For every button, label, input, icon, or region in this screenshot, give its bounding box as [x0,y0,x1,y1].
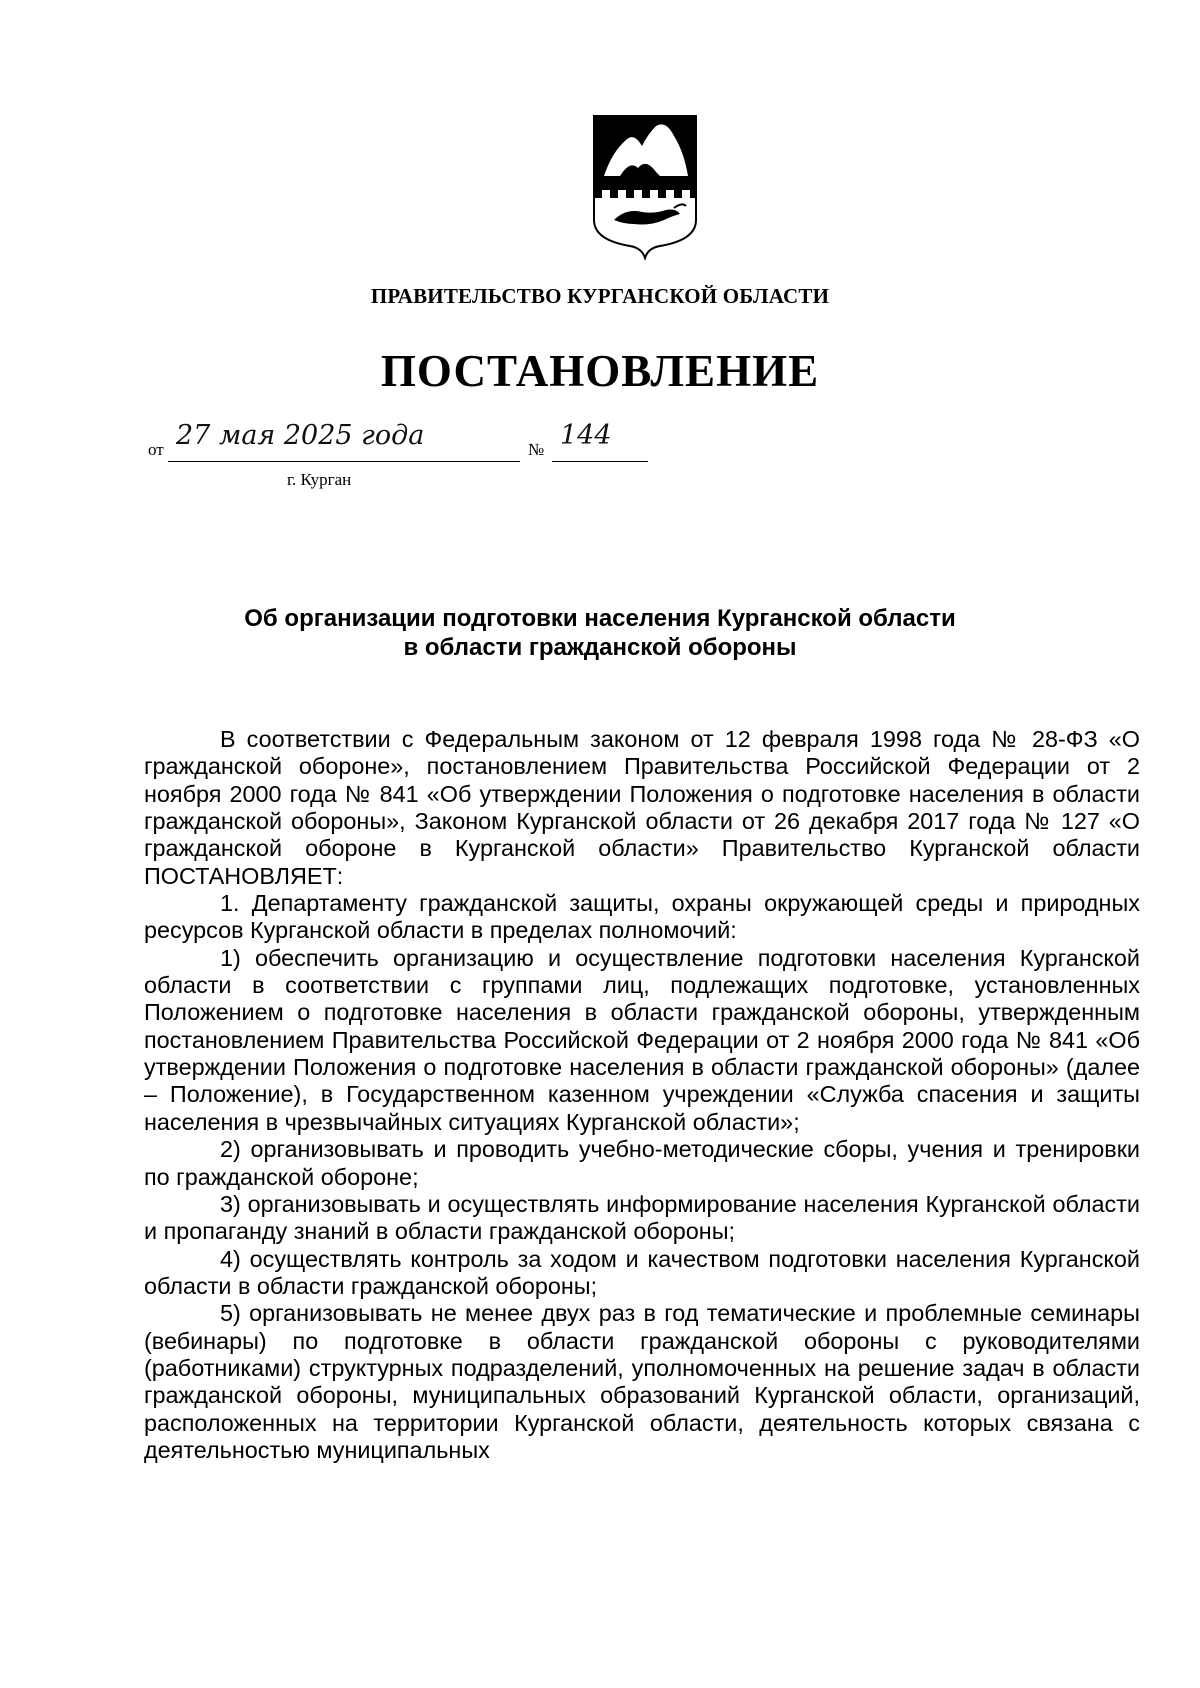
handwritten-date: 27 мая 2025 года [176,420,425,451]
city-label: г. Курган [287,470,352,489]
document-title [0,604,1200,662]
date-underline [168,461,520,462]
paragraph-subitem-2: 2) организовывать и проводить учебно-методические сборы, учения и тренировки по гражданской обороне; [144,1136,1140,1190]
number-prefix: № [528,440,545,459]
paragraph-subitem-5: 5) организовывать не менее двух раз в год тематические и проблемные семинары (вебинары) по подготовке в области гражданской обороны с руководителями (работниками) структурных подразделений, уполномоченных на решение задач в области гражданской обороны, муниципальных образований Курганской области, организаций, расположенных на территории Курганской области, деятельность которых связана с деятельностью муниципальных [144,1300,1140,1463]
paragraph-preamble: В соответствии с Федеральным законом от 12 февраля 1998 года № 28-ФЗ «О гражданской обороне», постановлением Правительства Российской Федерации от 2 ноября 2000 года № 841 «Об утверждении Положения о подготовке населения в области гражданской обороны», Законом Курганской области от 26 декабря 2017 года № 127 «О гражданской обороне в Курганской области» Правительство Курганской области ПОСТАНОВЛЯЕТ: [144,726,1140,889]
paragraph-item-1: 1. Департаменту гражданской защиты, охраны окружающей среды и природных ресурсов Курганской области в пределах полномочий: [144,890,1140,944]
date-prefix: от [148,440,164,459]
paragraph-subitem-4: 4) осуществлять контроль за ходом и качеством подготовки населения Курганской области в области гражданской обороны; [144,1245,1140,1299]
document-body [144,726,1140,1464]
paragraph-subitem-3: 3) организовывать и осуществлять информирование населения Курганской области и пропаганду знаний в области гражданской обороны; [144,1190,1140,1245]
document-type-heading: ПОСТАНОВЛЕНИЕ [380,346,820,396]
coat-of-arms-emblem [590,112,700,260]
title-line-2: в области гражданской обороны [403,634,797,661]
paragraph-subitem-1: 1) обеспечить организацию и осуществление подготовки населения Курганской области в соответствии с группами лиц, подлежащих подготовке, установленных Положением о подготовке населения в области гражданской обороны, утвержденным постановлением Правительства Российской Федерации от 2 ноября 2000 года № 841 «Об утверждении Положения о подготовке населения в области гражданской обороны» (далее – Положение), в Государственном казенном учреждении «Служба спасения и защиты населения в чрезвычайных ситуациях Курганской области»; [144,944,1140,1135]
handwritten-number: 144 [560,420,612,451]
title-line-1: Об организации подготовки населения Курганской области [244,605,956,632]
organization-name: ПРАВИТЕЛЬСТВО КУРГАНСКОЙ ОБЛАСТИ [370,284,830,308]
number-underline [552,461,648,462]
